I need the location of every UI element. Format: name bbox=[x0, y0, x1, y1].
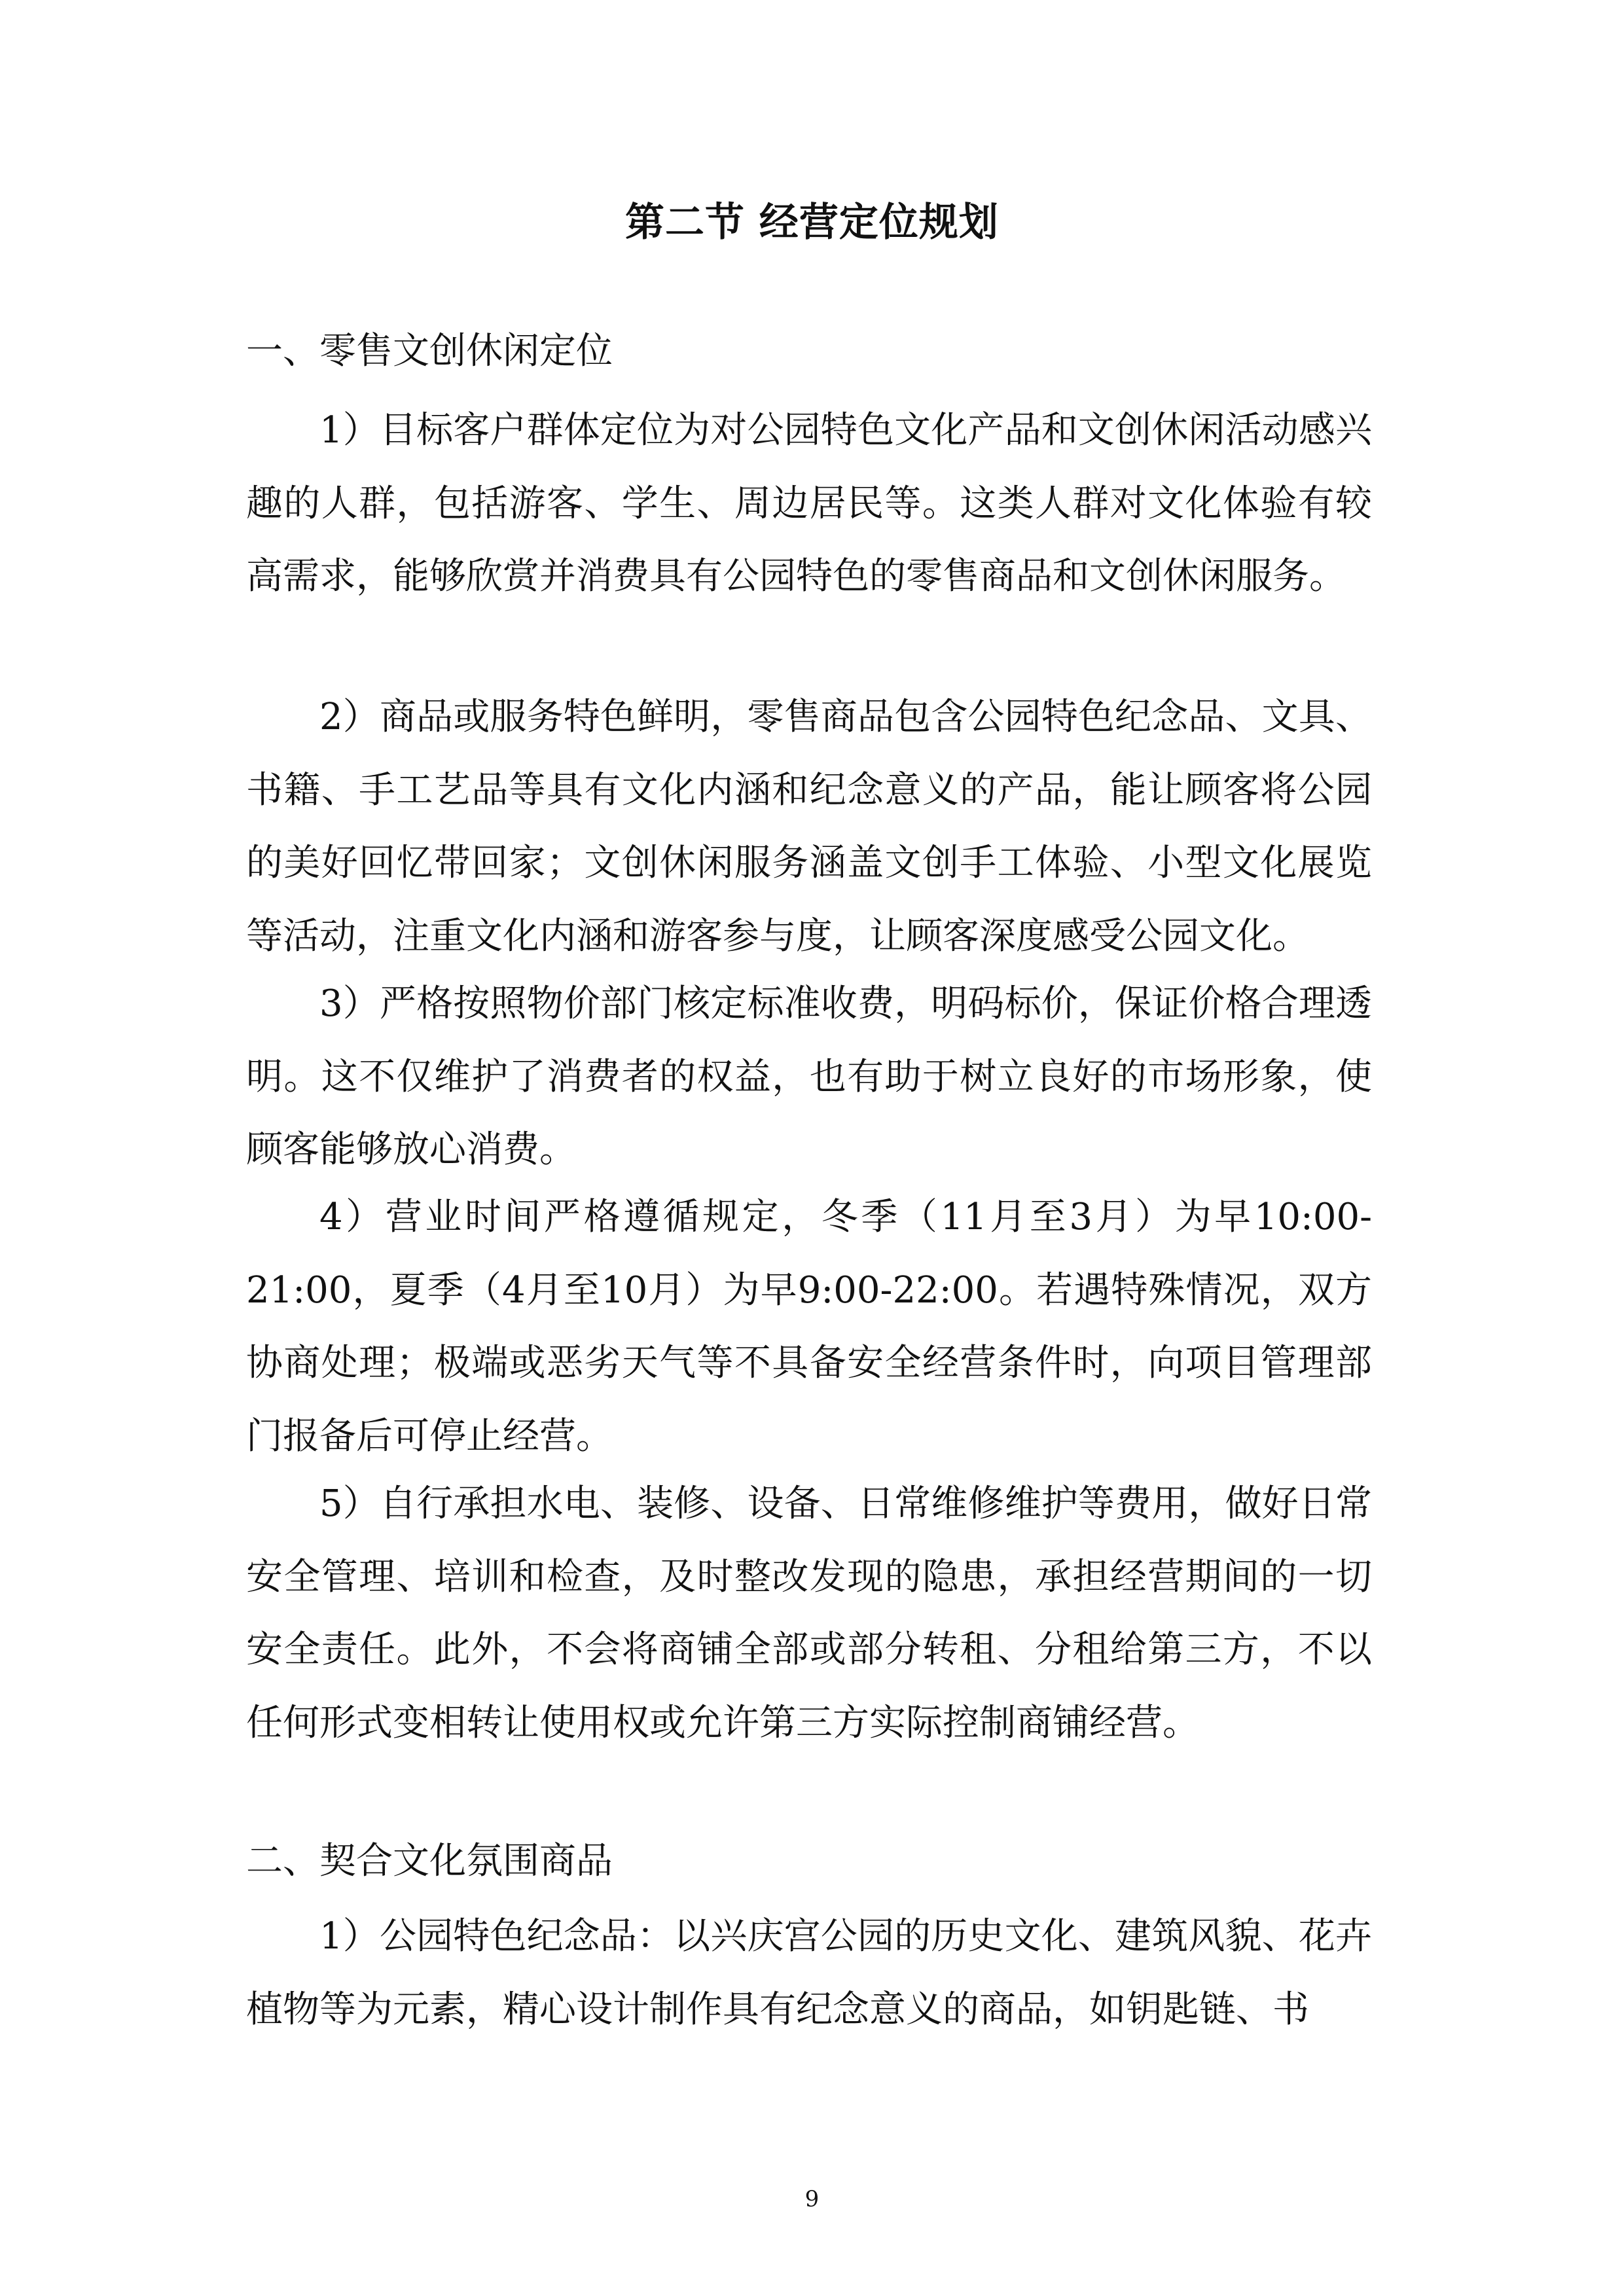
paragraph-pricing: 3）严格按照物价部门核定标准收费，明码标价，保证价格合理透明。这不仅维护了消费者的权益，也有助于树立良好的市场形象，使顾客能够放心消费。 bbox=[246, 982, 1372, 1171]
paragraph-business-hours: 4）营业时间严格遵循规定，冬季（11月至3月）为早10:00-21:00，夏季（4月至10月）为早9:00-22:00。若遇特殊情况，双方协商处理；极端或恶劣天气等不具备安全经营条件时，向项目管理部门报备后可停止经营。 bbox=[246, 1196, 1372, 1458]
paragraph-target-customers: 1）目标客户群体定位为对公园特色文化产品和文创休闲活动感兴趣的人群，包括游客、学生、周边居民等。这类人群对文化体验有较高需求，能够欣赏并消费具有公园特色的零售商品和文创休闲服务。 bbox=[246, 409, 1372, 598]
paragraph-responsibilities: 5）自行承担水电、装修、设备、日常维修维护等费用，做好日常安全管理、培训和检查，及时整改发现的隐患，承担经营期间的一切安全责任。此外，不会将商铺全部或部分转租、分租给第三方，不以任何形式变相转让使用权或允许第三方实际控制商铺经营。 bbox=[246, 1482, 1372, 1744]
page-number: 9 bbox=[804, 2186, 820, 2212]
section-heading-goods: 二、契合文化氛围商品 bbox=[246, 1840, 613, 1882]
paragraph-souvenirs: 1）公园特色纪念品：以兴庆宫公园的历史文化、建筑风貌、花卉植物等为元素，精心设计制作具有纪念意义的商品，如钥匙链、书 bbox=[246, 1915, 1372, 2031]
paragraph-product-features: 2）商品或服务特色鲜明，零售商品包含公园特色纪念品、文具、书籍、手工艺品等具有文化内涵和纪念意义的产品，能让顾客将公园的美好回忆带回家；文创休闲服务涵盖文创手工体验、小型文化展览等活动，注重文化内涵和游客参与度，让顾客深度感受公园文化。 bbox=[246, 696, 1372, 958]
section-title: 第二节 经营定位规划 bbox=[625, 200, 999, 245]
section-heading-retail: 一、零售文创休闲定位 bbox=[246, 330, 613, 372]
